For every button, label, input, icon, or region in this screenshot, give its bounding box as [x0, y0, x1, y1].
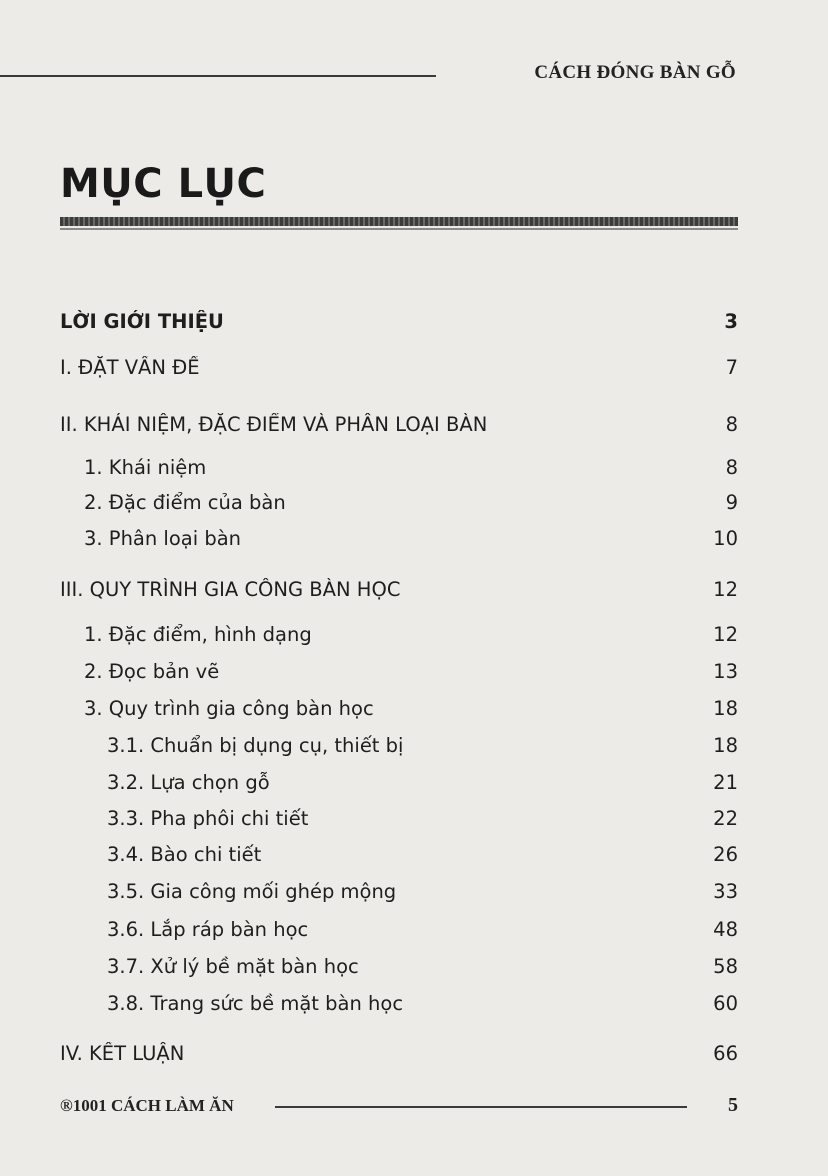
toc-entry-label: 3.7. Xử lý bề mặt bàn học [107, 955, 359, 978]
toc-entry-page: 58 [713, 955, 738, 978]
toc-entry-label: 3.1. Chuẩn bị dụng cụ, thiết bị [107, 734, 404, 757]
toc-entry-page: 12 [713, 623, 738, 646]
page-number: 5 [728, 1094, 738, 1116]
toc-entry-label: 3.5. Gia công mối ghép mộng [107, 880, 397, 903]
toc-entry-label: LỜI GIỚI THIỆU [60, 310, 224, 333]
toc-entry-page: 13 [713, 660, 738, 683]
toc-entry-label: 3.6. Lắp ráp bàn học [107, 918, 309, 941]
toc-entry[interactable] [107, 992, 738, 1015]
toc-entry-page: 8 [725, 456, 738, 479]
toc-entry-page: 48 [713, 918, 738, 941]
toc-entry-label: 3.4. Bào chi tiết [107, 843, 262, 866]
toc-entry-page: 18 [713, 734, 738, 757]
toc-entry-label: 3.8. Trang sức bề mặt bàn học [107, 992, 404, 1015]
toc-entry[interactable] [84, 491, 738, 514]
toc-entry-label: 3.3. Pha phôi chi tiết [107, 807, 309, 830]
toc-entry-label: 3.2. Lựa chọn gỗ [107, 771, 270, 794]
toc-entry-page: 18 [713, 697, 738, 720]
toc-entry-page: 3 [724, 310, 738, 333]
toc-entry-page: 10 [713, 527, 738, 550]
toc-entry[interactable] [60, 578, 738, 601]
toc-entry[interactable] [60, 356, 738, 379]
toc-entry[interactable] [107, 843, 738, 866]
toc-entry[interactable] [84, 660, 738, 683]
toc-entry-label: IV. KẾT LUẬN [60, 1042, 185, 1065]
toc-entry[interactable] [107, 807, 738, 830]
toc-entry[interactable] [60, 413, 738, 436]
toc-entry-page: 26 [713, 843, 738, 866]
toc-title: MỤC LỤC [60, 161, 267, 207]
toc-entry[interactable] [84, 623, 738, 646]
toc-entry-page: 66 [713, 1042, 738, 1065]
toc-entry-page: 60 [713, 992, 738, 1015]
toc-entry[interactable] [84, 527, 738, 550]
toc-entry-label: III. QUY TRÌNH GIA CÔNG BÀN HỌC [60, 578, 401, 601]
toc-entry[interactable] [84, 697, 738, 720]
toc-entry-label: 2. Đặc điểm của bàn [84, 491, 286, 514]
toc-entry-label: 3. Phân loại bàn [84, 527, 242, 550]
toc-entry-page: 12 [713, 578, 738, 601]
toc-entry-label: 3. Quy trình gia công bàn học [84, 697, 374, 720]
toc-entry-label: II. KHÁI NIỆM, ĐẶC ĐIỂM VÀ PHÂN LOẠI BÀN [60, 413, 488, 436]
toc-entry-label: 1. Đặc điểm, hình dạng [84, 623, 312, 646]
toc-entry[interactable] [107, 955, 738, 978]
toc-entry[interactable] [60, 1042, 738, 1065]
toc-entry[interactable] [107, 918, 738, 941]
toc-entry[interactable] [107, 734, 738, 757]
toc-entry-page: 22 [713, 807, 738, 830]
running-header: CÁCH ĐÓNG BÀN GỖ [534, 62, 736, 83]
footer-rule [275, 1106, 687, 1108]
toc-entry[interactable] [107, 880, 738, 903]
toc-entry[interactable] [60, 310, 738, 333]
toc-entry-page: 9 [725, 491, 738, 514]
toc-entry-label: I. ĐẶT VẤN ĐỀ [60, 356, 200, 379]
toc-entry-label: 1. Khái niệm [84, 456, 207, 479]
toc-entry[interactable] [84, 456, 738, 479]
toc-entry-page: 7 [725, 356, 738, 379]
footer-series: ®1001 CÁCH LÀM ĂN [60, 1096, 234, 1115]
toc-entry-page: 33 [713, 880, 738, 903]
toc-entry[interactable] [107, 771, 738, 794]
toc-entry-page: 8 [725, 413, 738, 436]
toc-entry-page: 21 [713, 771, 738, 794]
toc-entry-label: 2. Đọc bản vẽ [84, 660, 220, 683]
